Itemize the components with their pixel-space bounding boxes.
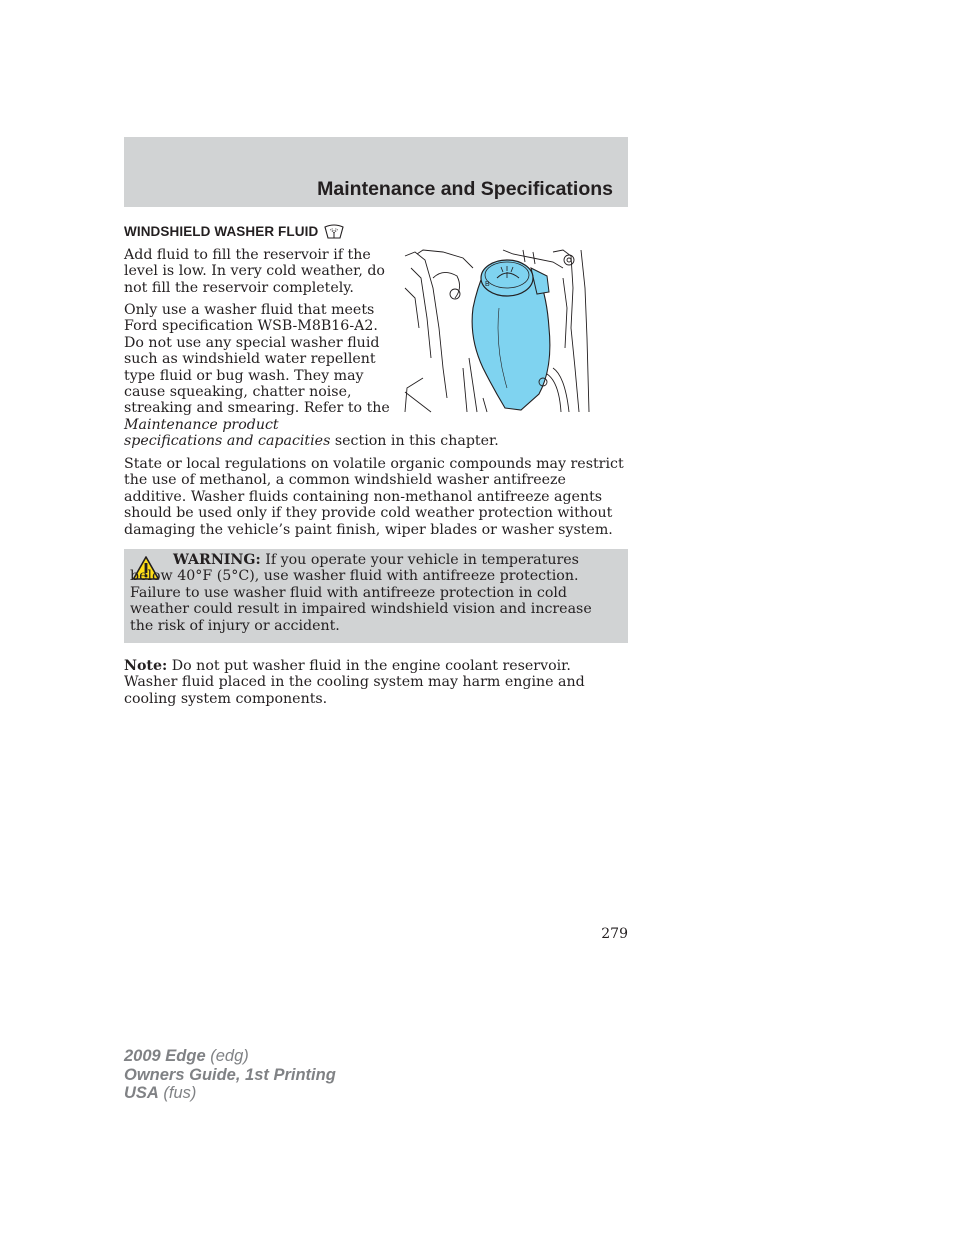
footer-edition-info	[124, 1047, 336, 1103]
footer-market: USA	[124, 1084, 159, 1102]
footer-model-code: (edg)	[205, 1047, 249, 1065]
page-title: Maintenance and Specifications	[317, 178, 613, 200]
text-line: streaking and smearing. Refer to the	[124, 400, 390, 417]
note-label: Note:	[124, 658, 168, 674]
footer-market-line	[124, 1084, 336, 1103]
section-reference-italic: Maintenance product	[124, 416, 279, 433]
washer-fluid-spec-paragraph	[124, 302, 499, 450]
note-body: Do not put washer fluid in the engine coolant reservoir. Washer fluid placed in the cooling system may harm engine and cooling system components.	[124, 658, 585, 707]
windshield-washer-icon	[323, 222, 345, 240]
note-paragraph	[124, 658, 628, 707]
regulations-paragraph: State or local regulations on volatile organic compounds may restrict the use of methanol, a common windshield washer antifreeze additive. Washer fluids containing non-methanol antifreeze agents should be used only if they provide cold weather protection without damaging the vehicle’s paint finish, wiper blades or washer system.	[124, 456, 624, 538]
text-line: type fluid or bug wash. They may	[124, 367, 364, 384]
section-heading-text: WINDSHIELD WASHER FLUID	[124, 223, 319, 239]
text-line: Ford specification WSB-M8B16-A2.	[124, 318, 378, 335]
header-band	[124, 137, 628, 207]
section-reference-line	[124, 417, 399, 433]
fill-instruction-paragraph: Add fluid to fill the reservoir if the level is low. In very cold weather, do not fill the reservoir completely.	[124, 247, 385, 296]
text-line: cause squeaking, chatter noise,	[124, 384, 352, 401]
warning-text	[130, 552, 614, 634]
footer-model: 2009 Edge	[124, 1047, 206, 1065]
washer-reservoir-illustration	[403, 248, 593, 414]
warning-label: WARNING:	[173, 552, 261, 568]
section-reference-tail: section in this chapter.	[330, 433, 499, 450]
svg-text:B: B	[485, 281, 490, 288]
warning-box	[124, 549, 628, 643]
footer-guide-line	[124, 1066, 336, 1085]
text-line: Do not use any special washer fluid	[124, 334, 380, 351]
text-line: Only use a washer fluid that meets	[124, 302, 375, 318]
page-number: 279	[601, 926, 628, 942]
section-reference-italic: specifications and capacities	[124, 433, 331, 450]
footer-guide: Owners Guide, 1st Printing	[124, 1065, 336, 1084]
section-heading	[124, 222, 345, 240]
footer-model-line	[124, 1047, 336, 1066]
warning-body: If you operate your vehicle in temperatures below 40°F (5°C), use washer fluid with antifreeze protection. Failure to use washer fluid with antifreeze protection in cold weather could result in impaired windshield vision and increase the risk of injury or accident.	[130, 552, 592, 634]
section-reference-line	[124, 433, 499, 450]
footer-market-code: (fus)	[158, 1084, 197, 1102]
text-line: such as windshield water repellent	[124, 351, 376, 368]
